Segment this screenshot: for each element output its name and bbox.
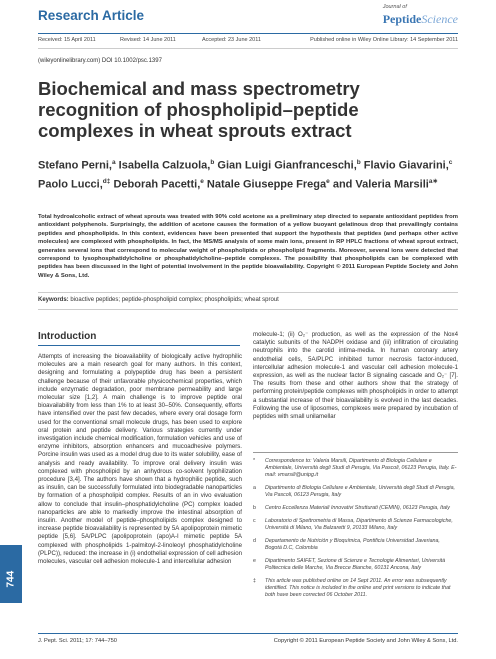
footnote-text: Dipartimento SAIFET, Sezione di Scienze e Tecnologie Alimentari, Università Politecnica delle Marche, Via Brecce Bianche, 60131 Ancona, Italy xyxy=(265,558,446,571)
header-rule xyxy=(38,33,458,34)
article-dates xyxy=(38,37,458,45)
author-affiliation-mark: b xyxy=(210,159,215,166)
author-name: Isabella Calzuola, xyxy=(115,159,211,172)
article-title: Biochemical and mass spectrometry recognition of phospholipid–peptide complexes in wheat sprouts extract xyxy=(38,78,360,141)
introduction-heading: Introduction xyxy=(38,331,97,342)
revised-date: Revised: 14 June 2011 xyxy=(120,37,176,43)
received-date: Received: 15 April 2011 xyxy=(38,37,96,43)
footnote-text: Correspondence to: Valeria Marsili, Dipartimento di Biologia Cellulare e Ambientale, Università degli Studi di Perugia, Via Pascoli, 06123 Perugia, Italy. E-mail: vmarsili@unipg.it xyxy=(265,458,457,478)
footnote-mark: b xyxy=(253,505,256,511)
doi-link[interactable]: (wileyonlinelibrary.com) DOI 10.1002/psc.1397 xyxy=(38,58,162,64)
footnote-mark: ‡ xyxy=(253,578,256,584)
journal-logo-second: Science xyxy=(421,11,458,26)
author-affiliation-mark: e xyxy=(326,177,330,185)
author-list xyxy=(38,155,468,192)
footer-copyright: Copyright © 2011 European Peptide Society and John Wiley & Sons, Ltd. xyxy=(273,638,458,644)
author-affiliation-mark: d‡ xyxy=(102,177,111,185)
footnote-text: Dipartimento di Biologia Cellulare e Ambientale, Università degli Studi di Perugia, Via Pascoli, 06123 Perugia, Italy xyxy=(265,485,456,498)
section-label: Research Article xyxy=(38,8,145,23)
author-name: Paolo Lucci, xyxy=(38,178,103,191)
published-date: Published online in Wiley Online Library: 14 September 2011 xyxy=(310,37,458,43)
footnote-text: This article was published online on 14 Sept 2011. An error was subsequently identified. This notice is included in the online and print versions to indicate that both have been corrected 06 October 2011. xyxy=(265,578,451,598)
journal-logo-prefix: Journal of xyxy=(382,4,407,10)
footnote-text: Centro Eccellenza Materiali Innovativi Strutturati (CEMIN), 06123 Perugia, Italy xyxy=(265,505,450,511)
footnote-text: Laboratorio di Spettrometria di Massa, Dipartimento di Scienze Farmacologiche, Università di Milano, Via Balzaretti 9, 20133 Milano, Italy xyxy=(265,518,453,531)
footnotes xyxy=(253,458,458,605)
author-name: Flavio Giavarini, xyxy=(360,159,449,172)
author-name: Gian Luigi Gianfranceschi, xyxy=(214,159,357,172)
keywords-text: bioactive peptides; peptide-phospholipid complex; phospholipids; wheat sprout xyxy=(68,297,279,303)
introduction-left-column: Attempts of increasing the bioavailability of biologically active hydrophilic molecules are a main research goal for many authors. In this context, designing and formulating a polypeptide drug has been a persistent challenge because of their unfavorable physicochemical properties, which include enzymatic degradation, poor membrane permeability and large molecular size [1,2]. A main challenge is to improve peptide oral bioavailability from less than 1% to at least 30–50%. Consequently, efforts have intensified over the past few decades, where every oral dosage form used for the conventional small molecule drugs, has been used to explore oral protein and peptide delivery. Various strategies currently under investigation include chemical modification, formulation vehicles and use of enzyme inhibitors, absorption enhancers and mucoadhesive polymers. Porcine insulin was used as a model drug due to its water solubility, ease of analysis and ready availability. To improve oral delivery insulin was complexed with phospholipid by an anhydrous co-solvent lyophilization procedure [3,4]. The authors have shown that a hydrophilic peptide, such as insulin, can be successfully formulated into biodegradable nanoparticles by formation of a phospholipid complex. Results of an in vivo evaluation allow to conclude that insulin–phosphatidylcholine (PC) complex loaded nanoparticles are able to markedly improve the intestinal absorption of insulin. Another model of peptide–phospholipids complex designed to increase peptide bioavailability is represented by 5A apolipoprotein mimetic peptide [5,6]. 5A/PLPC (apolipoprotein (apo)A-I mimetic peptide 5A complexed with phospholipids 1-palmitoyl-2-linoleoyl phosphatidylcholine (PLPC)), reduced: the increase in (i) endothelial expression of cell adhesion molecules, vascular cell adhesion molecule-1 and intercellular adhesion xyxy=(38,353,242,566)
footnote-mark: e xyxy=(253,558,256,564)
footnotes-rule xyxy=(253,452,458,453)
footnote xyxy=(253,505,458,512)
journal-logo-main: Peptide xyxy=(382,11,422,26)
journal-logo[interactable] xyxy=(383,5,458,27)
author-affiliation-mark: a∗ xyxy=(428,177,438,185)
author-name: Stefano Perni, xyxy=(38,159,112,172)
author-name: Deborah Pacetti, xyxy=(110,178,201,191)
abstract: Total hydroalcoholic extract of wheat sprouts was treated with 90% cold acetone as a preliminary step directed to separate antioxidant peptides from antioxidant polyphenols. Surprisingly, the addition of acetone causes the formation of a yellow buoyant gelatinous drop that prevailingly contains peptides and phospholipids. In this context, evidences have been presented that support the hypothesis that peptides (and perhaps other active molecules) are complexed with phospholipids. In fact, the MS/MS analysis of some main ions, present in RP HPLC fractions of wheat sprout extract, generates several ions that correspond to molecular weight of phospholipids or phospholipid fragments. Moreover, several ions were detected that correspond to lysophosphatidylcholine or phosphatidylcholine–peptide complexes. The possibility that phospholipids can be complexed with peptides has been discussed in the light of potential involvement in the peptide bioavailability. Copyright © 2011 European Peptide Society and John Wiley & Sons, Ltd. xyxy=(38,214,458,279)
footer-citation: J. Pept. Sci. 2011; 17: 744–750 xyxy=(38,638,117,644)
page-number: 744 xyxy=(5,570,17,588)
footnote xyxy=(253,578,458,599)
author-affiliation-mark: c xyxy=(448,159,453,166)
footnote-mark: a xyxy=(253,485,256,491)
footnote-text: Departamento de Nutrición y Bioquímica, Pontificia Universidad Javeriana, Bogotá D.C, Colombia xyxy=(265,538,440,551)
footnote xyxy=(253,538,458,552)
footnote xyxy=(253,485,458,499)
keywords-rule-top xyxy=(38,292,458,293)
keywords xyxy=(38,297,279,303)
footnote-mark: c xyxy=(253,518,256,524)
footnote xyxy=(253,518,458,532)
header xyxy=(0,0,496,33)
keywords-rule-bottom xyxy=(38,309,458,310)
author-affiliation-mark: b xyxy=(356,159,361,166)
footnote xyxy=(253,558,458,572)
footnote-mark: d xyxy=(253,538,256,544)
accepted-date: Accepted: 23 June 2011 xyxy=(202,37,261,43)
author-name: Natale Giuseppe Frega xyxy=(203,178,327,191)
introduction-right-column: molecule-1; (ii) O₂⁻ production, as well as the expression of the Nox4 catalytic subunits of the NADPH oxidase and (iii) infiltration of circulating neutrophils into the carotid intima-media. In human coronary artery endothelial cells, 5A/PLPC inhibited tumor necrosis factor-induced, intercellular adhesion molecule-1 and vascular cell adhesion molecule-1 expression, as well as the nuclear factor B signaling cascade and O₂⁻ [7]. The results from these and other authors show that the strategy of performing protein/peptide complexes with phospholipids in order to attempt a substantial increase of their bioavailability is evolved in the last decades. Following the use of liposomes, complexes were prepared by incubation of peptides with small unilamellar xyxy=(253,331,458,421)
dates-rule xyxy=(38,48,458,49)
author-affiliation-mark: a xyxy=(111,159,116,166)
footnote xyxy=(253,458,458,479)
author-affiliation-mark: e xyxy=(200,177,204,185)
author-name: and Valeria Marsili xyxy=(329,178,429,191)
footnote-mark: * xyxy=(253,458,256,464)
introduction-rule xyxy=(38,345,240,346)
footer-rule xyxy=(38,633,458,634)
keywords-label: Keywords: xyxy=(38,297,69,303)
